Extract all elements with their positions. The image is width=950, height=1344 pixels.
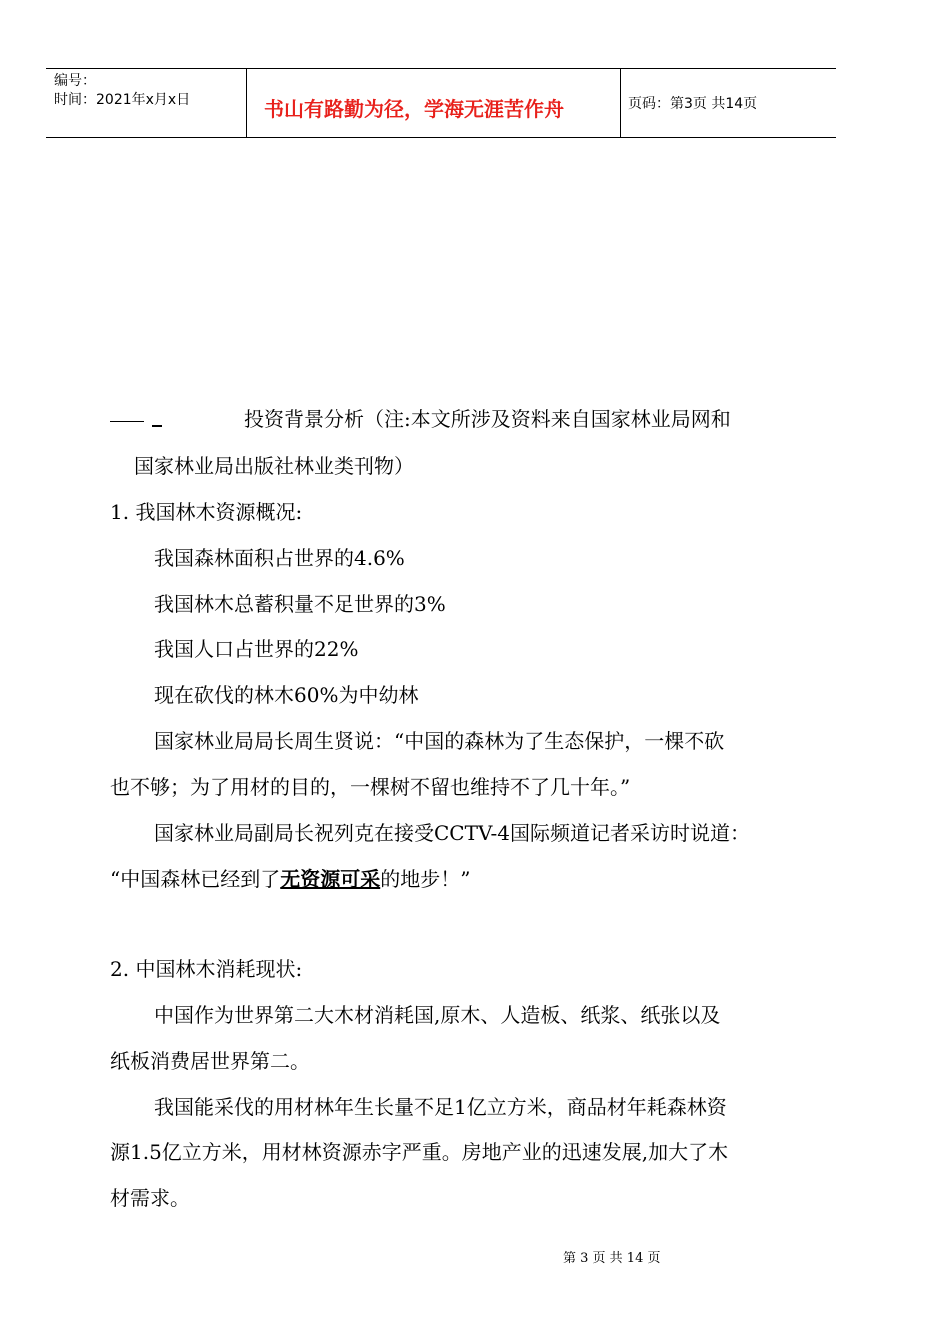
quote2-post: 的地步！” xyxy=(380,867,471,891)
quote2-line1: 国家林业局副局长祝列克在接受CCTV-4国际频道记者采访时说道： xyxy=(154,821,751,845)
item1-title: 1. 我国林木资源概况: xyxy=(110,500,303,524)
fact-population: 我国人口占世界的22% xyxy=(154,637,359,661)
heading-marker xyxy=(152,425,162,427)
fact-forest-area: 我国森林面积占世界的4.6% xyxy=(154,546,405,570)
fact-timber-stock: 我国林木总蓄积量不足世界的3% xyxy=(154,592,446,616)
section-heading-line2: 国家林业局出版社林业类刊物） xyxy=(134,454,414,478)
page-footer: 第 3 页 共 14 页 xyxy=(563,1251,661,1266)
quote2-line2 xyxy=(110,867,470,891)
time-label: 时间：2021年x月x日 xyxy=(54,92,191,108)
number-label: 编号： xyxy=(54,73,96,89)
item2-title: 2. 中国林木消耗现状: xyxy=(110,957,303,981)
item2-para2-line1: 我国能采伐的用材林年生长量不足1亿立方米，商品材年耗森林资 xyxy=(154,1095,727,1119)
header-motto: 书山有路勤为径，学海无涯苦作舟 xyxy=(264,97,564,121)
quote1-line1: 国家林业局局长周生贤说：“中国的森林为了生态保护，一棵不砍 xyxy=(154,729,725,753)
header-left-cell xyxy=(46,69,247,137)
quote2-emphasis: 无资源可采 xyxy=(280,867,381,891)
heading-rule xyxy=(110,421,144,422)
quote1-line2: 也不够；为了用材的目的，一棵树不留也维持不了几十年。” xyxy=(110,775,631,799)
page-header xyxy=(46,68,836,138)
quote2-pre: “中国森林已经到了 xyxy=(110,867,281,891)
page-number-label: 页码：第3页 共14页 xyxy=(628,96,758,112)
fact-logging: 现在砍伐的林木60%为中幼林 xyxy=(154,683,419,707)
item2-para1-line2: 纸板消费居世界第二。 xyxy=(110,1049,310,1073)
header-motto-cell xyxy=(246,69,621,137)
item2-para2-line2: 源1.5亿立方米，用材林资源赤字严重。房地产业的迅速发展,加大了木 xyxy=(110,1140,729,1164)
item2-para2-line3: 材需求。 xyxy=(110,1186,190,1210)
item2-para1-line1: 中国作为世界第二大木材消耗国,原木、人造板、纸浆、纸张以及 xyxy=(154,1003,721,1027)
section-heading-line1: 投资背景分析（注:本文所涉及资料来自国家林业局网和 xyxy=(244,407,731,431)
header-right-cell xyxy=(620,69,835,137)
